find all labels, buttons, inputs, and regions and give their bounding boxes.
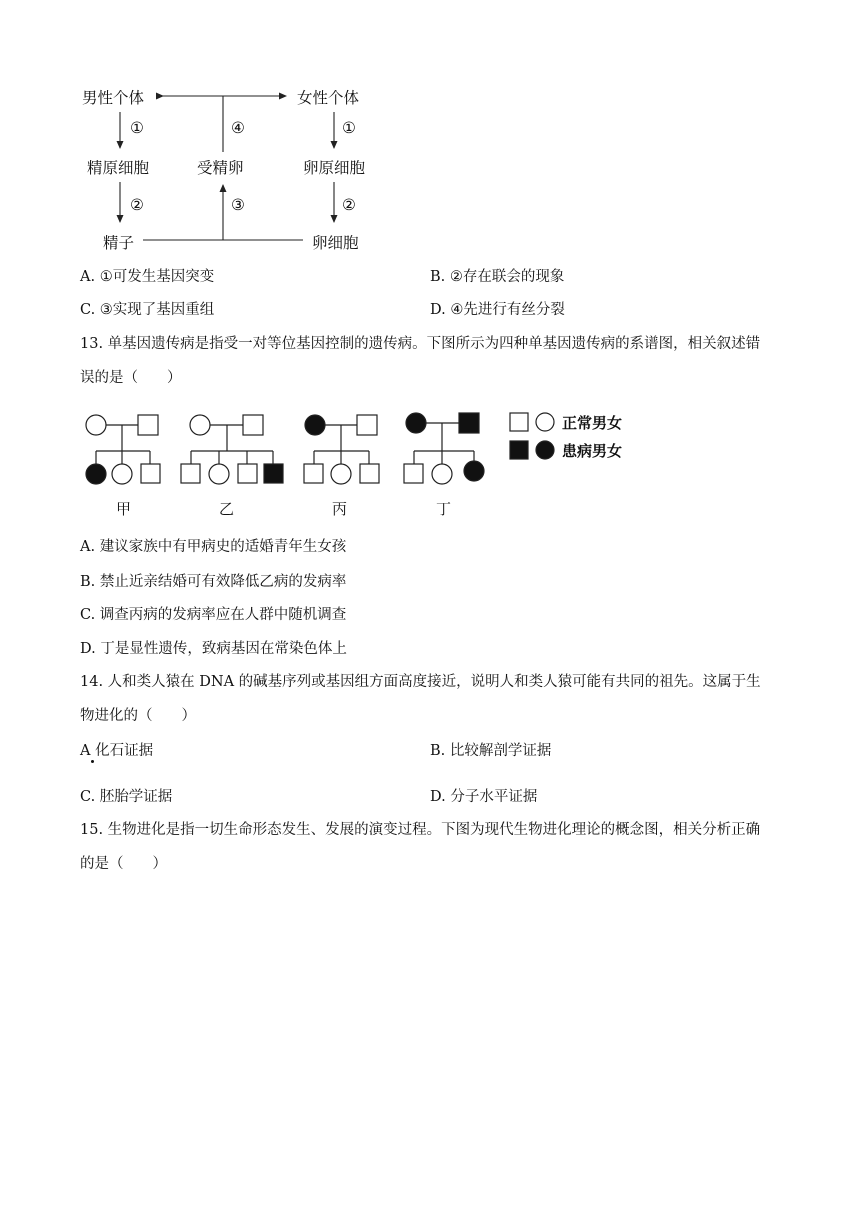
step1-right-label: ①: [342, 119, 356, 137]
step2-right-label: ②: [342, 196, 356, 214]
pedigree-yi: [181, 415, 283, 484]
q13-option-a: A. 建议家族中有甲病史的适婚青年生女孩: [80, 539, 347, 555]
q13-option-c: C. 调查丙病的发病率应在人群中随机调查: [80, 607, 347, 623]
q15-stem-line2: 的是（ ）: [80, 856, 167, 872]
male-individual-label: 男性个体: [82, 89, 145, 107]
q14-option-c: C. 胚胎学证据: [80, 789, 173, 805]
egg-label: 卵细胞: [312, 234, 359, 252]
oogonium-label: 卵原细胞: [303, 159, 366, 177]
q13-stem-line2: 误的是（ ）: [80, 370, 182, 386]
q14-stem-line1: 14. 人和类人猿在 DNA 的碱基序列或基因组方面高度接近，说明人和类人猿可能有共同的祖先。这属于生: [80, 674, 761, 690]
pedigree-label-jia: 甲: [116, 500, 132, 518]
pedigree-charts: [0, 0, 860, 540]
q15-stem-line1: 15. 生物进化是指一切生命形态发生、发展的演变过程。下图为现代生物进化理论的概念图，相关分析正确: [80, 822, 761, 838]
sperm-label: 精子: [103, 234, 135, 252]
pedigree-bing: [304, 415, 379, 484]
q14-option-b: B. 比较解剖学证据: [430, 743, 552, 759]
option-a-dot: [91, 760, 94, 763]
legend-affected-label: 患病男女: [562, 442, 623, 460]
pedigree-legend: [510, 413, 554, 459]
q13-option-b: B. 禁止近亲结婚可有效降低乙病的发病率: [80, 574, 347, 590]
q14-option-d: D. 分子水平证据: [430, 789, 538, 805]
step3-label: ③: [231, 196, 245, 214]
q12-option-b: B. ②存在联会的现象: [430, 269, 565, 285]
female-individual-label: 女性个体: [297, 89, 360, 107]
pedigree-label-yi: 乙: [219, 500, 235, 518]
pedigree-label-bing: 丙: [332, 500, 348, 518]
zygote-label: 受精卵: [197, 159, 244, 177]
legend-normal-label: 正常男女: [562, 414, 623, 432]
step2-left-label: ②: [130, 196, 144, 214]
q14-stem-line2: 物进化的（ ）: [80, 708, 196, 724]
pedigree-ding: [404, 413, 484, 484]
q12-option-a: A. ①可发生基因突变: [80, 269, 215, 285]
q13-option-d: D. 丁是显性遗传，致病基因在常染色体上: [80, 641, 347, 657]
q12-option-c: C. ③实现了基因重组: [80, 302, 215, 318]
q12-option-d: D. ④先进行有丝分裂: [430, 302, 565, 318]
step1-left-label: ①: [130, 119, 144, 137]
pedigree-jia: [86, 415, 160, 484]
q13-stem-line1: 13. 单基因遗传病是指受一对等位基因控制的遗传病。下图所示为四种单基因遗传病的系谱图，相关叙述错: [80, 336, 761, 352]
q14-option-a: A 化石证据: [80, 743, 154, 759]
pedigree-label-ding: 丁: [436, 500, 452, 518]
spermatogonium-label: 精原细胞: [87, 159, 150, 177]
step4-label: ④: [231, 119, 245, 137]
